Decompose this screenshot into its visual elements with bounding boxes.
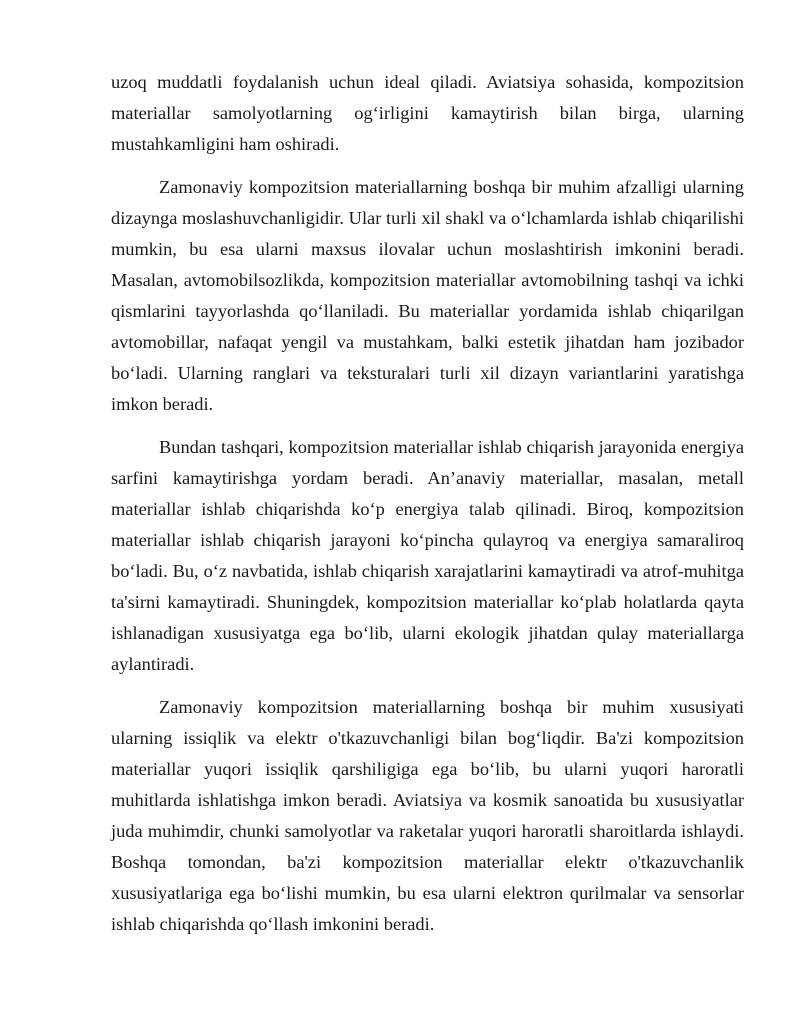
paragraph-continuation: uzoq muddatli foydalanish uchun ideal qiladi. Aviatsiya sohasida, kompozitsion materiallar samolyotlarning og‘irligini kamaytirish bilan birga, ularning mustahkamligini ham oshiradi. (111, 72, 744, 154)
document-body (111, 67, 744, 952)
paragraph-design-flexibility: Zamonaviy kompozitsion materiallarning boshqa bir muhim afzalligi ularning dizaynga moslashuvchanligidir. Ular turli xil shakl va o‘lchamlarda ishlab chiqarilishi mumkin, bu esa ularni maxsus ilovalar uchun moslashtirish imkonini beradi. Masalan, avtomobilsozlikda, kompozitsion materiallar avtomobilning tashqi va ichki qismlarini tayyorlashda qo‘llaniladi. Bu materiallar yordamida ishlab chiqarilgan avtomobillar, nafaqat yengil va mustahkam, balki estetik jihatdan ham jozibador bo‘ladi. Ularning ranglari va teksturalari turli xil dizayn variantlarini yaratishga imkon beradi. (111, 177, 744, 414)
paragraph-energy-efficiency: Bundan tashqari, kompozitsion materiallar ishlab chiqarish jarayonida energiya sarfini kamaytirishga yordam beradi. An’anaviy materiallar, masalan, metall materiallar ishlab chiqarishda ko‘p energiya talab qilinadi. Biroq, kompozitsion materiallar ishlab chiqarish jarayoni ko‘pincha qulayroq va energiya samaraliroq bo‘ladi. Bu, o‘z navbatida, ishlab chiqarish xarajatlarini kamaytiradi va atrof-muhitga ta'sirni kamaytiradi. Shuningdek, kompozitsion materiallar ko‘plab holatlarda qayta ishlanadigan xususiyatga ega bo‘lib, ularni ekologik jihatdan qulay materiallarga aylantiradi. (111, 437, 744, 674)
paragraph-thermal-electrical: Zamonaviy kompozitsion materiallarning boshqa bir muhim xususiyati ularning issiqlik va elektr o'tkazuvchanligi bilan bog‘liqdir. Ba'zi kompozitsion materiallar yuqori issiqlik qarshiligiga ega bo‘lib, bu ularni yuqori haroratli muhitlarda ishlatishga imkon beradi. Aviatsiya va kosmik sanoatida bu xususiyatlar juda muhimdir, chunki samolyotlar va raketalar yuqori haroratli sharoitlarda ishlaydi. Boshqa tomondan, ba'zi kompozitsion materiallar elektr o'tkazuvchanlik xususiyatlariga ega bo‘lishi mumkin, bu esa ularni elektron qurilmalar va sensorlar ishlab chiqarishda qo‘llash imkonini beradi. (111, 697, 744, 934)
